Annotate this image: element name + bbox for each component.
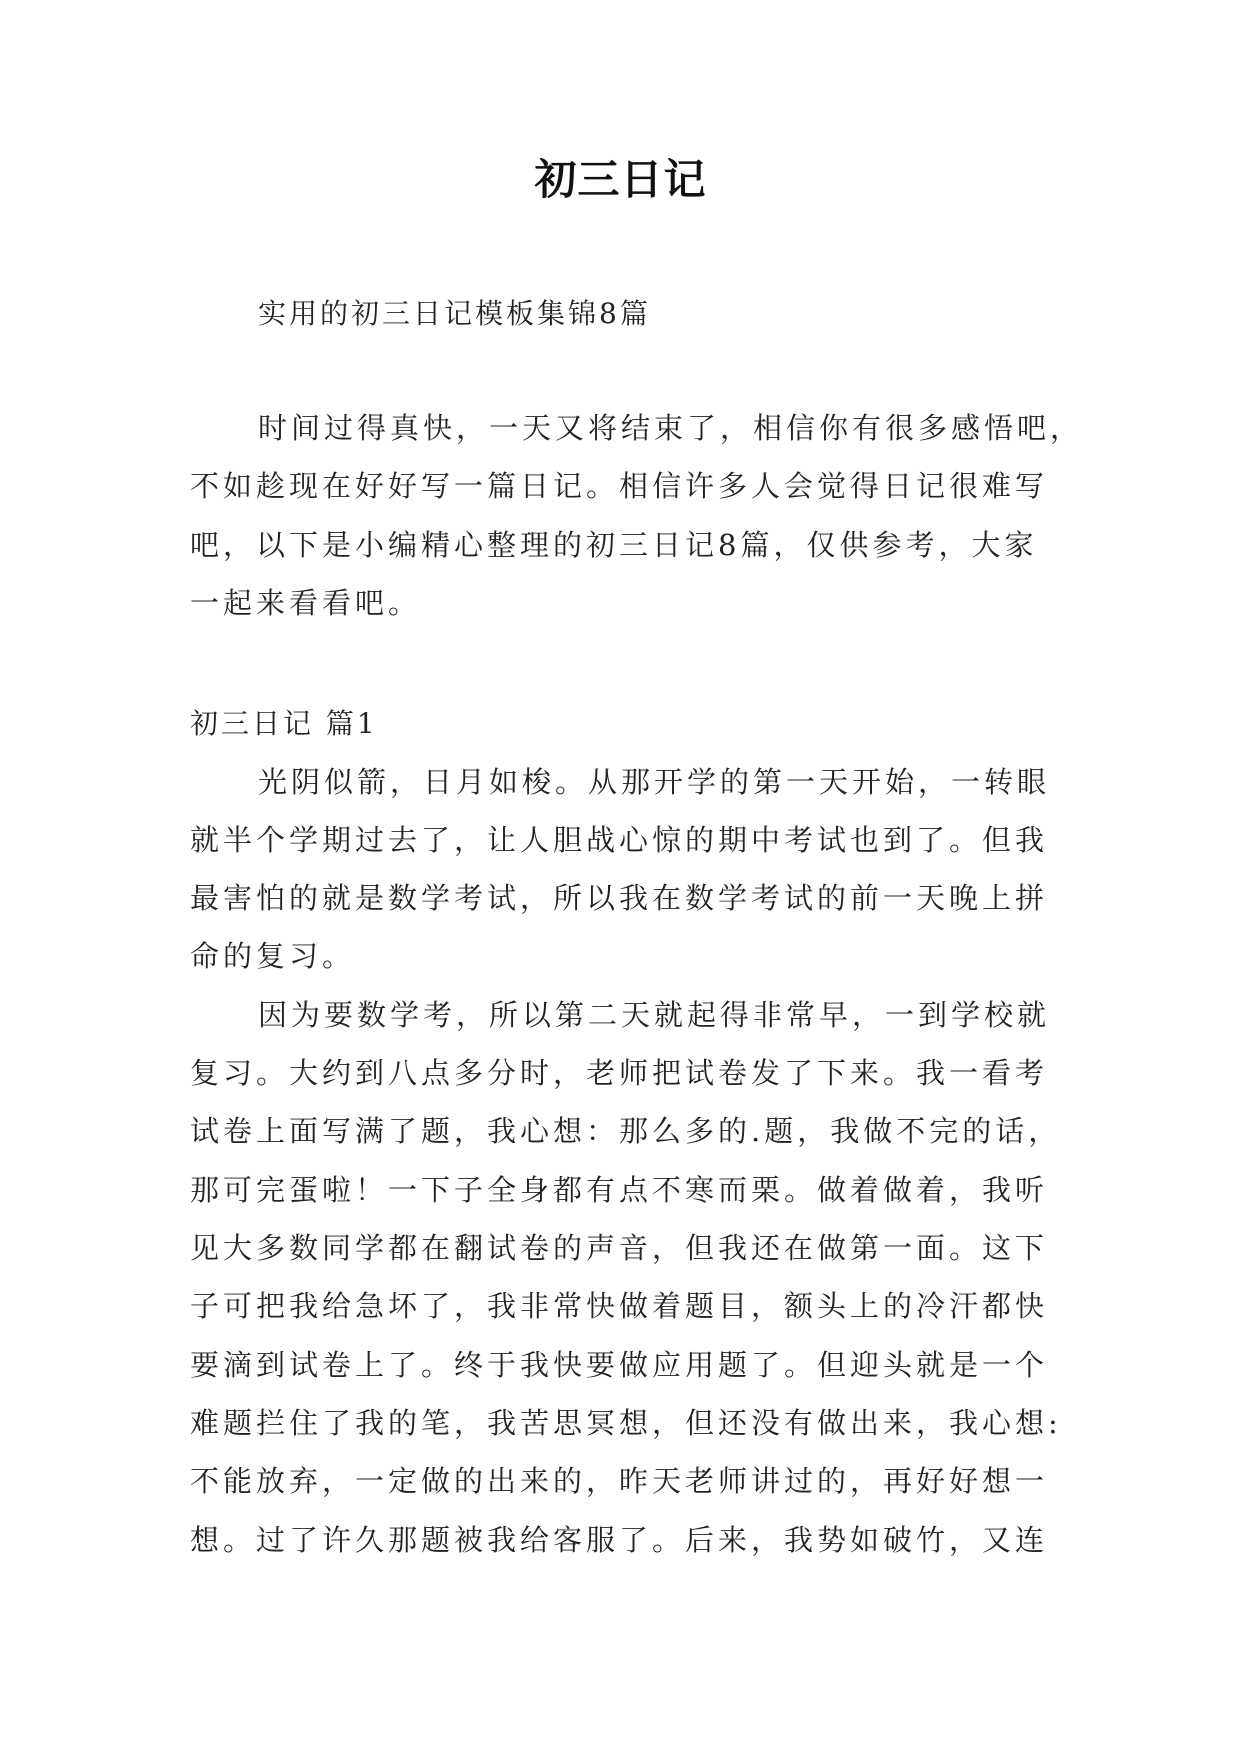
paragraph-line: 不能放弃，一定做的出来的，昨天老师讲过的，再好好想一 (190, 1464, 1049, 1498)
intro-line: 时间过得真快，一天又将结束了，相信你有很多感悟吧， (258, 411, 1084, 445)
paragraph-line: 命的复习。 (190, 939, 356, 973)
intro-line: 吧，以下是小编精心整理的初三日记8篇，仅供参考，大家 (190, 528, 1038, 562)
paragraph-line: 最害怕的就是数学考试，所以我在数学考试的前一天晚上拼 (190, 881, 1049, 915)
paragraph-line: 就半个学期过去了，让人胆战心惊的期中考试也到了。但我 (190, 823, 1049, 857)
paragraph-line: 因为要数学考，所以第二天就起得非常早，一到学校就 (258, 998, 1051, 1032)
section-heading: 初三日记 篇1 (190, 707, 378, 740)
paragraph-line: 复习。大约到八点多分时，老师把试卷发了下来。我一看考 (190, 1056, 1049, 1090)
intro-line: 一起来看看吧。 (190, 586, 422, 620)
paragraph-line: 难题拦住了我的笔，我苦思冥想，但还没有做出来，我心想: (190, 1406, 1062, 1440)
paragraph-line: 试卷上面写满了题，我心想：那么多的.题，我做不完的话， (190, 1114, 1062, 1148)
paragraph-line: 光阴似箭，日月如梭。从那开学的第一天开始，一转眼 (258, 765, 1051, 799)
paragraph-line: 想。过了许久那题被我给客服了。后来，我势如破竹，又连 (190, 1523, 1049, 1557)
paragraph-line: 子可把我给急坏了，我非常快做着题目，额头上的冷汗都快 (190, 1289, 1049, 1323)
paragraph-line: 那可完蛋啦！一下子全身都有点不寒而栗。做着做着，我听 (190, 1173, 1049, 1207)
document-title: 初三日记 (534, 155, 707, 204)
intro-line: 不如趁现在好好写一篇日记。相信许多人会觉得日记很难写 (190, 469, 1049, 503)
paragraph-line: 要滴到试卷上了。终于我快要做应用题了。但迎头就是一个 (190, 1348, 1049, 1382)
document-subtitle: 实用的初三日记模板集锦8篇 (258, 297, 651, 330)
paragraph-line: 见大多数同学都在翻试卷的声音，但我还在做第一面。这下 (190, 1231, 1049, 1265)
